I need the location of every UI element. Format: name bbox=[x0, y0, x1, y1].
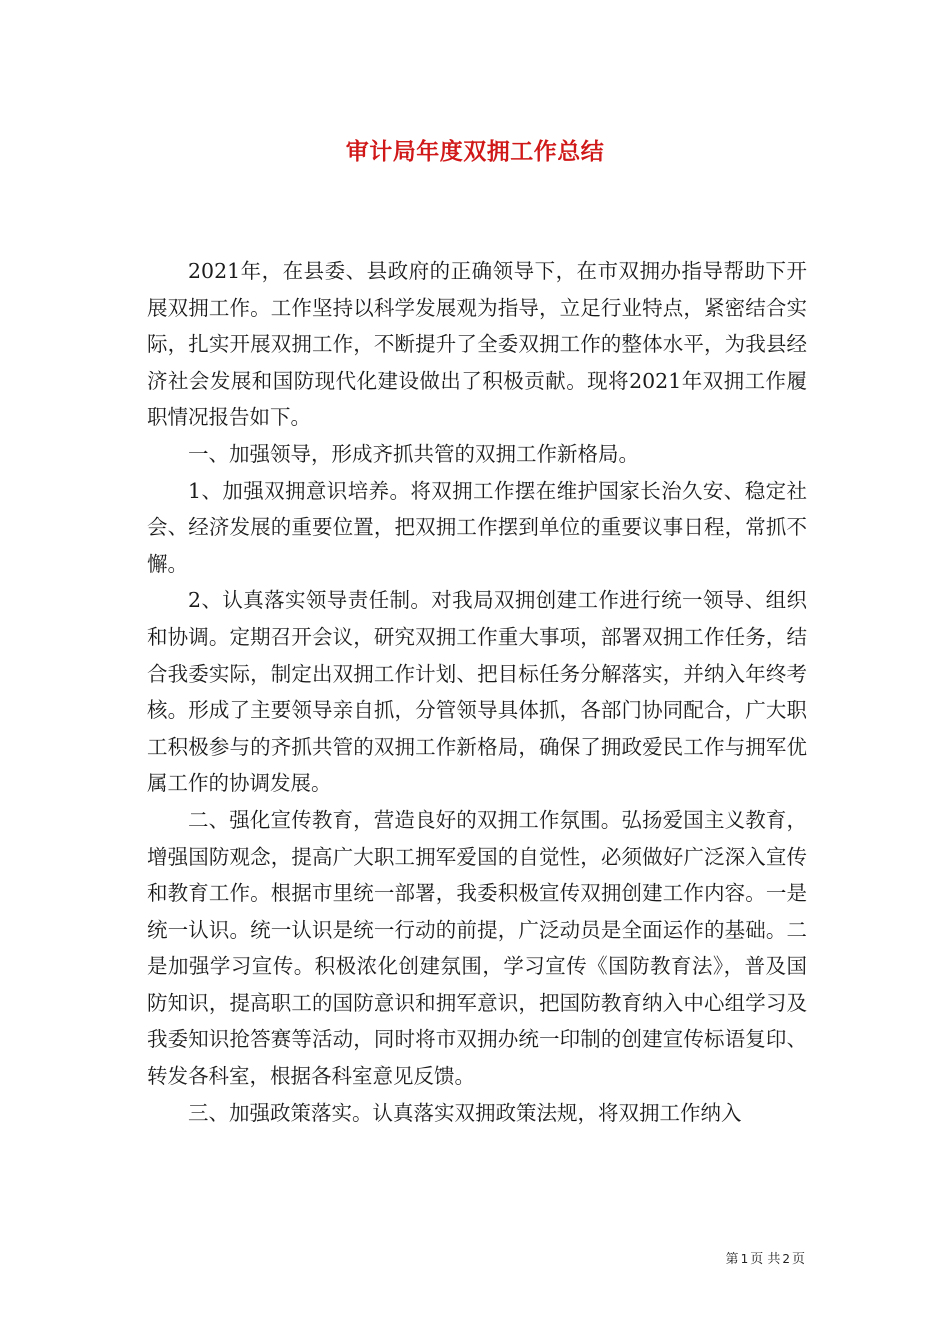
paragraph-item-1: 1、加强双拥意识培养。将双拥工作摆在维护国家长治久安、稳定社会、经济发展的重要位置，把双拥工作摆到单位的重要议事日程，常抓不懈。 bbox=[147, 478, 807, 576]
section-heading-3: 三、加强政策落实。认真落实双拥政策法规，将双拥工作纳入 bbox=[188, 1100, 742, 1125]
section-heading-2: 二、强化宣传教育，营造良好的双拥工作氛围。弘扬爱国主义教育，增强国防观念，提高广大职工拥军爱国的自觉性，必须做好广泛深入宣传和教育工作。根据市里统一部署，我委积极宣传双拥创建工作内容。一是统一认识。统一认识是统一行动的前提，广泛动员是全面运作的基础。二是加强学习宣传。积极浓化创建氛围，学习宣传《国防教育法》，普及国防知识，提高职工的国防意识和拥军意识，把国防教育纳入中心组学习及我委知识抢答赛等活动，同时将市双拥办统一印制的创建宣传标语复印、转发各科室，根据各科室意见反馈。 bbox=[147, 807, 807, 1089]
footer-suffix: 页 bbox=[791, 1252, 805, 1267]
section-heading-1: 一、加强领导，形成齐抓共管的双拥工作新格局。 bbox=[188, 441, 639, 466]
page-title: 审计局年度双拥工作总结 bbox=[345, 138, 605, 165]
page-number-footer bbox=[726, 1248, 805, 1267]
paragraph-item-2: 2、认真落实领导责任制。对我局双拥创建工作进行统一领导、组织和协调。定期召开会议，研究双拥工作重大事项，部署双拥工作任务，结合我委实际，制定出双拥工作计划、把目标任务分解落实，并纳入年终考核。形成了主要领导亲自抓，分管领导具体抓，各部门协同配合，广大职工积极参与的齐抓共管的双拥工作新格局，确保了拥政爱民工作与拥军优属工作的协调发展。 bbox=[147, 588, 807, 796]
footer-current-page: 1 bbox=[740, 1252, 749, 1266]
paragraph-intro: 2021年，在县委、县政府的正确领导下，在市双拥办指导帮助下开展双拥工作。工作坚持以科学发展观为指导，立足行业特点，紧密结合实际，扎实开展双拥工作，不断提升了全委双拥工作的整体水平，为我县经济社会发展和国防现代化建设做出了积极贡献。现将2021年双拥工作履职情况报告如下。 bbox=[147, 259, 807, 430]
footer-prefix: 第 bbox=[725, 1252, 739, 1267]
footer-middle: 页 共 bbox=[750, 1252, 781, 1267]
document-body bbox=[147, 253, 807, 1131]
footer-total-pages: 2 bbox=[782, 1252, 790, 1266]
